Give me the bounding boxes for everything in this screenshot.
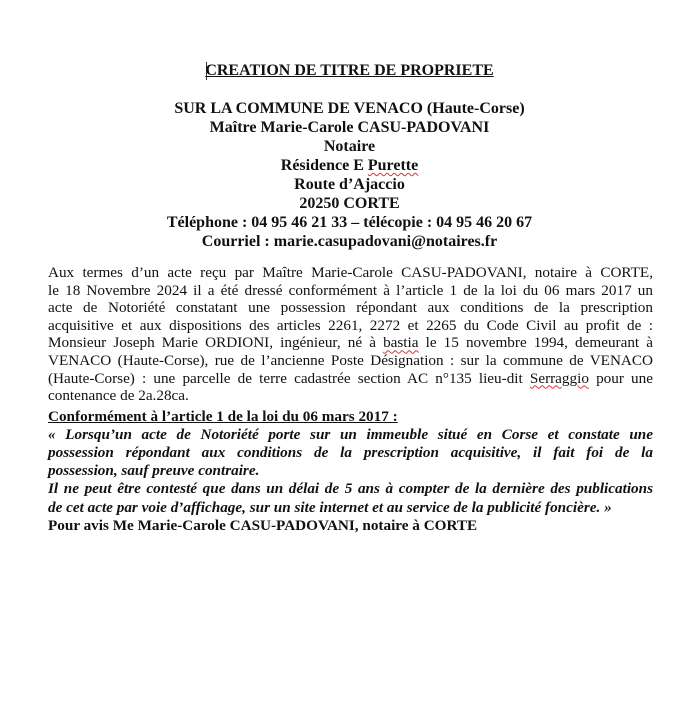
quote-line: de cet acte par voie d’affichage, sur un site internet et au service de la publicité foncière. » <box>48 498 612 516</box>
legal-quote <box>48 426 653 517</box>
postal-city: 20250 CORTE <box>299 195 400 212</box>
address-line-2: Route d’Ajaccio <box>294 176 405 193</box>
line-text: le 15 novembre 1994, demeurant à <box>418 334 653 352</box>
paragraph-line: contenance de 2a.28ca. <box>48 387 189 405</box>
signature-line: Pour avis Me Marie-Carole CASU-PADOVANI, notaire à CORTE <box>48 516 478 534</box>
line-text: Monsieur Joseph Marie ORDIONI, ingénieur, né à <box>48 334 384 352</box>
title-text: CREATION DE TITRE DE PROPRIETE <box>205 62 494 79</box>
paragraph-line: VENACO (Haute-Corse), rue de l’ancienne Poste Désignation : sur la commune de VENACO <box>48 351 653 369</box>
paragraph-line: acte de Notoriété constatant une possession répondant aux conditions de la prescription <box>48 299 653 317</box>
spellcheck-word[interactable]: Purette <box>367 157 419 174</box>
paragraph-line: Aux termes d’un acte reçu par Maître Marie-Carole CASU-PADOVANI, notaire à CORTE, <box>48 264 653 281</box>
quote-line: Il ne peut être contesté que dans un délai de 5 ans à compter de la dernière des publications <box>48 480 653 498</box>
quote-line: possession, sauf preuve contraire. <box>48 462 260 480</box>
notary-name: Maître Marie-Carole CASU-PADOVANI <box>209 119 490 136</box>
line-text: (Haute-Corse) : une parcelle de terre cadastrée section AC n°135 lieu-dit <box>48 369 530 387</box>
address-line-1 <box>0 156 699 175</box>
quote-line: « Lorsqu’un acte de Notoriété porte sur un immeuble situé en Corse et constate une <box>48 425 653 443</box>
notary-header <box>0 99 699 251</box>
paragraph-line <box>48 334 653 352</box>
document-title <box>0 61 699 81</box>
document-body <box>48 264 653 535</box>
spellcheck-word[interactable]: bastia <box>383 334 419 352</box>
body-paragraph <box>48 264 653 405</box>
email-line: Courriel : marie.casupadovani@notaires.fr <box>201 233 498 250</box>
line-text: pour une <box>588 369 653 387</box>
paragraph-line: le 18 Novembre 2024 il a été dressé conformément à l’article 1 de la loi du 06 mars 2017 un <box>48 281 653 299</box>
paragraph-line: acquisitive et aux dispositions des articles 2261, 2272 et 2265 du Code Civil au profit de : <box>48 316 653 334</box>
commune-line: SUR LA COMMUNE DE VENACO (Haute-Corse) <box>174 100 525 117</box>
legal-reference: Conformément à l’article 1 de la loi du 06 mars 2017 : <box>48 407 398 425</box>
address-prefix: Résidence E <box>280 157 368 174</box>
paragraph-line <box>48 370 653 388</box>
spellcheck-word[interactable]: Serraggio <box>529 369 589 387</box>
notary-role: Notaire <box>323 138 376 155</box>
quote-line: possession répondant aux conditions de la prescription acquisitive, il fait foi de la <box>48 443 653 461</box>
phone-fax: Téléphone : 04 95 46 21 33 – télécopie : 04 95 46 20 67 <box>166 214 533 231</box>
